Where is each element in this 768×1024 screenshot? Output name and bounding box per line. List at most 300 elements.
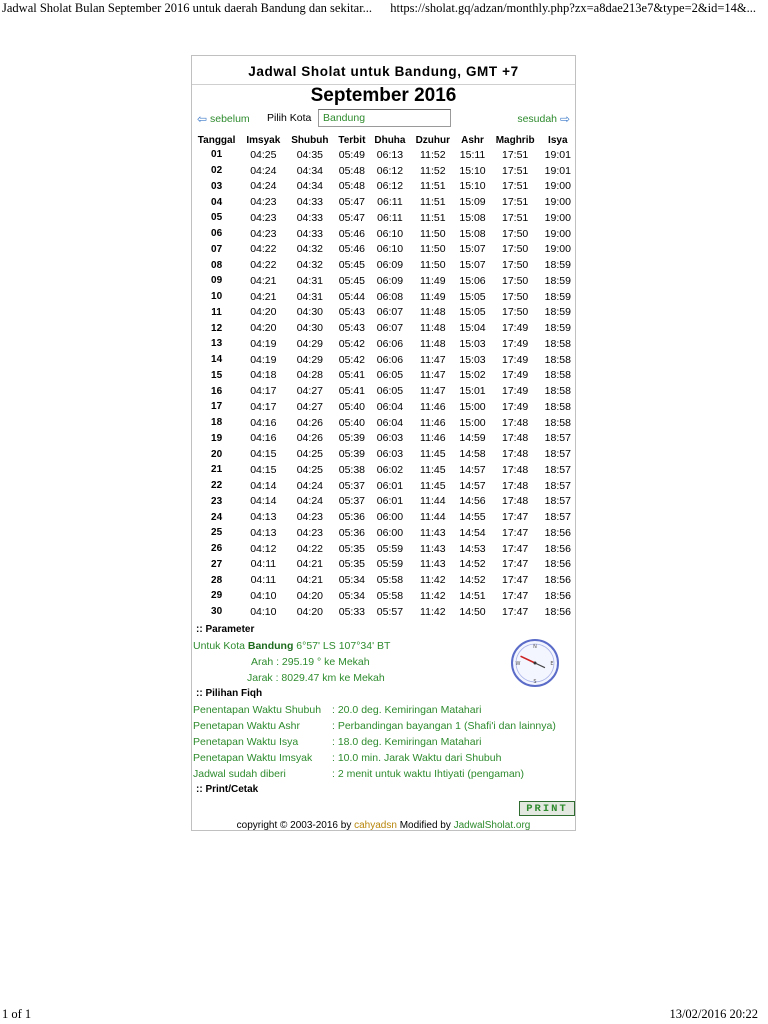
time-cell: 15:03 [459, 353, 486, 366]
table-row [192, 320, 575, 336]
time-cell: 11:44 [420, 511, 446, 524]
time-cell: 18:57 [544, 495, 571, 508]
column-header: Maghrib [495, 134, 535, 146]
table-row [192, 305, 575, 321]
table-row [192, 478, 575, 494]
time-cell: 18:59 [544, 274, 571, 287]
month-nav [192, 111, 575, 129]
table-row [192, 147, 575, 163]
column-header: Dzuhur [415, 134, 451, 146]
schedule-panel [191, 55, 576, 831]
table-row [192, 572, 575, 588]
time-cell: 06:10 [376, 243, 404, 256]
parameter-coords: 6°57' LS 107°34' BT [296, 640, 391, 652]
time-cell: 04:28 [296, 369, 323, 382]
svg-text:S: S [533, 679, 537, 685]
time-cell: 19:00 [544, 180, 571, 193]
time-cell: 04:15 [250, 463, 277, 476]
time-cell: 04:32 [296, 243, 323, 256]
print-header [0, 0, 768, 20]
time-cell: 05:43 [338, 306, 366, 319]
date-cell: 19 [211, 432, 223, 444]
print-header-title: Jadwal Sholat Bulan September 2016 untuk daerah Bandung dan sekitar... [2, 1, 373, 15]
time-cell: 11:48 [420, 306, 446, 319]
time-cell: 05:39 [338, 432, 366, 445]
time-cell: 11:45 [420, 479, 446, 492]
arrow-right-icon: ⇨ [559, 112, 570, 126]
column-header: Terbit [338, 134, 366, 146]
table-row [192, 509, 575, 525]
time-cell: 06:07 [376, 306, 404, 319]
time-cell: 18:58 [544, 400, 571, 413]
date-cell: 05 [211, 212, 223, 224]
time-cell: 06:13 [376, 148, 404, 161]
time-cell: 04:26 [296, 432, 323, 445]
table-row [192, 336, 575, 352]
next-month-link[interactable] [517, 112, 570, 126]
table-row [192, 383, 575, 399]
time-cell: 04:34 [296, 164, 323, 177]
time-cell: 19:00 [544, 243, 571, 256]
time-cell: 04:13 [250, 526, 277, 539]
time-cell: 04:21 [250, 274, 277, 287]
time-cell: 04:31 [296, 274, 323, 287]
time-cell: 05:47 [338, 196, 366, 209]
table-body [192, 147, 575, 620]
column-header: Tanggal [197, 134, 236, 146]
time-cell: 11:50 [420, 243, 446, 256]
time-cell: 11:47 [420, 353, 446, 366]
time-cell: 18:58 [544, 337, 571, 350]
time-cell: 06:06 [376, 353, 404, 366]
time-cell: 04:20 [296, 589, 323, 602]
time-cell: 04:25 [296, 448, 323, 461]
time-cell: 14:55 [459, 511, 486, 524]
time-cell: 17:48 [501, 463, 529, 476]
table-row [192, 557, 575, 573]
time-cell: 05:36 [338, 526, 366, 539]
time-cell: 15:02 [459, 369, 486, 382]
fiqh-value: : 2 menit untuk waktu Ihtiyati (pengaman) [332, 768, 525, 780]
time-cell: 06:01 [376, 495, 404, 508]
time-cell: 14:57 [459, 463, 486, 476]
fiqh-value: : 10.0 min. Jarak Waktu dari Shubuh [332, 752, 502, 764]
column-header: Shubuh [291, 134, 329, 146]
copyright-middle: Modified by [399, 820, 451, 831]
time-cell: 06:00 [376, 511, 404, 524]
date-cell: 12 [211, 322, 223, 334]
time-cell: 04:33 [296, 227, 323, 240]
print-header-url: https://sholat.gq/adzan/monthly.php?zx=a8dae213e7&type=2&id=14&... [390, 1, 756, 15]
city-label: Pilih Kota [267, 112, 312, 124]
date-cell: 14 [211, 354, 223, 366]
time-cell: 15:11 [459, 148, 486, 161]
column-header: Isya [548, 134, 568, 146]
table-row [192, 163, 575, 179]
fiqh-value: : Perbandingan bayangan 1 (Shafi'i dan lainnya) [332, 720, 556, 732]
date-cell: 11 [211, 306, 222, 318]
time-cell: 05:38 [338, 463, 366, 476]
time-cell: 17:47 [501, 574, 529, 587]
time-cell: 17:48 [501, 479, 529, 492]
time-cell: 17:49 [501, 337, 529, 350]
time-cell: 05:49 [338, 148, 366, 161]
time-cell: 15:08 [459, 227, 486, 240]
print-heading: :: Print/Cetak [196, 784, 259, 795]
date-cell: 04 [211, 196, 223, 208]
time-cell: 14:56 [459, 495, 486, 508]
time-cell: 11:51 [420, 211, 446, 224]
parameter-jarak: Jarak : 8029.47 km ke Mekah [247, 672, 385, 684]
time-cell: 15:00 [459, 400, 486, 413]
table-row [192, 273, 575, 289]
time-cell: 04:29 [296, 353, 323, 366]
time-cell: 18:57 [544, 448, 571, 461]
time-cell: 04:19 [250, 337, 277, 350]
time-cell: 05:43 [338, 322, 366, 335]
table-row [192, 352, 575, 368]
date-cell: 16 [211, 385, 223, 397]
time-cell: 04:29 [296, 337, 323, 350]
date-cell: 02 [211, 165, 223, 177]
time-cell: 14:58 [459, 448, 486, 461]
time-cell: 04:23 [296, 511, 323, 524]
time-cell: 17:50 [501, 290, 529, 303]
time-cell: 19:00 [544, 211, 571, 224]
copyright-author-link[interactable]: cahyadsn [354, 820, 397, 831]
time-cell: 04:22 [250, 243, 277, 256]
fiqh-label: Penentapan Waktu Shubuh [193, 704, 322, 716]
time-cell: 05:44 [338, 290, 366, 303]
time-cell: 05:34 [338, 574, 366, 587]
time-cell: 04:24 [296, 479, 323, 492]
time-cell: 04:10 [250, 589, 277, 602]
time-cell: 06:06 [376, 337, 404, 350]
time-cell: 18:59 [544, 322, 571, 335]
city-input[interactable] [318, 109, 451, 127]
time-cell: 06:11 [377, 196, 403, 209]
date-cell: 07 [211, 243, 223, 255]
time-cell: 15:05 [459, 290, 486, 303]
time-cell: 17:49 [501, 322, 529, 335]
time-cell: 11:52 [420, 164, 446, 177]
time-cell: 04:20 [250, 322, 277, 335]
time-cell: 18:59 [544, 290, 571, 303]
table-row [192, 257, 575, 273]
time-cell: 17:47 [501, 558, 529, 571]
time-cell: 15:01 [459, 385, 486, 398]
time-cell: 04:30 [296, 306, 323, 319]
parameter-heading: :: Parameter [196, 624, 255, 635]
time-cell: 04:34 [296, 180, 323, 193]
time-cell: 19:01 [544, 164, 571, 177]
time-cell: 17:47 [501, 589, 529, 602]
time-cell: 04:16 [250, 432, 277, 445]
table-row [192, 242, 575, 258]
parameter-city: Bandung [247, 640, 294, 652]
qibla-compass-icon [510, 638, 560, 688]
table-row [192, 446, 575, 462]
time-cell: 04:20 [296, 605, 323, 618]
date-cell: 29 [211, 590, 223, 602]
time-cell: 04:21 [250, 290, 277, 303]
date-cell: 03 [211, 180, 223, 192]
time-cell: 05:35 [338, 542, 366, 555]
time-cell: 15:06 [459, 274, 486, 287]
time-cell: 15:00 [459, 416, 486, 429]
time-cell: 11:49 [420, 290, 446, 303]
time-cell: 17:48 [501, 495, 529, 508]
time-cell: 05:42 [338, 353, 366, 366]
time-cell: 04:17 [250, 400, 277, 413]
column-header: Ashr [461, 134, 484, 146]
table-row [192, 289, 575, 305]
time-cell: 19:01 [544, 148, 571, 161]
time-cell: 04:14 [250, 479, 277, 492]
time-cell: 04:27 [296, 400, 323, 413]
time-cell: 11:42 [420, 605, 446, 618]
time-cell: 11:51 [420, 180, 446, 193]
time-cell: 14:59 [459, 432, 486, 445]
time-cell: 17:51 [501, 180, 529, 193]
time-cell: 06:10 [376, 227, 404, 240]
time-cell: 17:49 [501, 400, 529, 413]
time-cell: 15:07 [459, 243, 486, 256]
time-cell: 05:45 [338, 274, 366, 287]
time-cell: 04:25 [296, 463, 323, 476]
time-cell: 04:27 [296, 385, 323, 398]
table-row [192, 179, 575, 195]
time-cell: 06:02 [376, 463, 404, 476]
time-cell: 14:52 [459, 558, 486, 571]
time-cell: 04:10 [250, 605, 277, 618]
time-cell: 11:47 [420, 369, 446, 382]
time-cell: 06:09 [376, 274, 404, 287]
time-cell: 06:12 [376, 164, 404, 177]
date-cell: 21 [211, 464, 223, 476]
fiqh-value: : 20.0 deg. Kemiringan Matahari [332, 704, 482, 716]
time-cell: 05:41 [338, 369, 366, 382]
time-cell: 19:00 [544, 196, 571, 209]
schedule-month: September 2016 [310, 85, 457, 106]
time-cell: 06:00 [376, 526, 404, 539]
time-cell: 11:49 [420, 274, 446, 287]
time-cell: 18:58 [544, 369, 571, 382]
time-cell: 04:11 [250, 558, 277, 571]
time-cell: 05:33 [338, 605, 366, 618]
time-cell: 11:44 [420, 495, 446, 508]
time-cell: 05:40 [338, 416, 366, 429]
time-cell: 04:33 [296, 196, 323, 209]
date-cell: 18 [211, 417, 223, 429]
time-cell: 04:18 [250, 369, 277, 382]
time-cell: 04:16 [250, 416, 277, 429]
fiqh-label: Penetapan Waktu Ashr [193, 720, 301, 732]
table-row [192, 368, 575, 384]
date-cell: 20 [211, 448, 223, 460]
time-cell: 17:49 [501, 385, 529, 398]
copyright [192, 820, 575, 831]
time-cell: 17:50 [501, 227, 529, 240]
prev-month-link[interactable] [197, 112, 250, 126]
time-cell: 04:25 [250, 148, 277, 161]
time-cell: 18:57 [544, 463, 571, 476]
time-cell: 18:58 [544, 353, 571, 366]
print-footer-datetime: 13/02/2016 20:22 [669, 1007, 758, 1021]
time-cell: 05:42 [338, 337, 366, 350]
time-cell: 04:30 [296, 322, 323, 335]
time-cell: 04:17 [250, 385, 277, 398]
parameter-city-line [193, 640, 390, 652]
time-cell: 11:48 [420, 337, 446, 350]
time-cell: 18:56 [544, 605, 571, 618]
time-cell: 15:10 [459, 164, 486, 177]
time-cell: 17:49 [501, 353, 529, 366]
time-cell: 04:24 [250, 164, 277, 177]
time-cell: 18:56 [544, 558, 571, 571]
time-cell: 19:00 [544, 227, 571, 240]
time-cell: 11:45 [420, 448, 446, 461]
parameter-city-prefix: Untuk Kota [193, 640, 245, 652]
time-cell: 18:56 [544, 542, 571, 555]
table-row [192, 415, 575, 431]
table-row [192, 431, 575, 447]
time-cell: 06:12 [376, 180, 404, 193]
time-cell: 04:23 [250, 227, 277, 240]
time-cell: 17:47 [501, 526, 529, 539]
table-row [192, 210, 575, 226]
time-cell: 14:52 [459, 574, 486, 587]
time-cell: 15:04 [459, 322, 486, 335]
parameter-arah: Arah : 295.19 ° ke Mekah [251, 656, 370, 668]
time-cell: 04:23 [250, 196, 277, 209]
time-cell: 18:59 [544, 306, 571, 319]
time-cell: 15:07 [459, 259, 486, 272]
date-cell: 27 [211, 558, 223, 570]
time-cell: 11:51 [420, 196, 446, 209]
time-cell: 18:56 [544, 526, 571, 539]
time-cell: 06:05 [376, 385, 404, 398]
time-cell: 17:48 [501, 432, 529, 445]
time-cell: 05:58 [376, 574, 404, 587]
time-cell: 17:51 [501, 148, 529, 161]
table-row [192, 604, 575, 620]
time-cell: 06:03 [376, 448, 404, 461]
time-cell: 18:57 [544, 511, 571, 524]
time-cell: 05:34 [338, 589, 366, 602]
print-button[interactable]: PRINT [519, 801, 575, 816]
time-cell: 15:08 [459, 211, 486, 224]
arrow-left-icon: ⇦ [197, 112, 208, 126]
time-cell: 04:19 [250, 353, 277, 366]
time-cell: 11:48 [420, 322, 446, 335]
time-cell: 11:46 [420, 400, 446, 413]
copyright-site-link[interactable]: JadwalSholat.org [453, 820, 531, 831]
date-cell: 22 [211, 480, 223, 492]
time-cell: 17:51 [501, 196, 529, 209]
time-cell: 17:48 [501, 448, 529, 461]
time-cell: 04:12 [250, 542, 277, 555]
svg-text:N: N [533, 644, 537, 650]
time-cell: 05:59 [376, 558, 404, 571]
column-header: Imsyak [246, 134, 281, 146]
time-cell: 05:46 [338, 243, 366, 256]
time-cell: 17:48 [501, 416, 529, 429]
time-cell: 18:56 [544, 589, 571, 602]
table-row [192, 588, 575, 604]
date-cell: 06 [211, 228, 223, 240]
time-cell: 06:04 [376, 416, 404, 429]
date-cell: 28 [211, 574, 223, 586]
date-cell: 23 [211, 495, 223, 507]
date-cell: 01 [211, 149, 223, 161]
time-cell: 14:50 [459, 605, 486, 618]
time-cell: 17:50 [501, 274, 529, 287]
time-cell: 17:51 [501, 164, 529, 177]
time-cell: 05:40 [338, 400, 366, 413]
table-row [192, 399, 575, 415]
schedule-title: Jadwal Sholat untuk Bandung, GMT +7 [248, 64, 519, 79]
time-cell: 04:31 [296, 290, 323, 303]
time-cell: 17:51 [501, 211, 529, 224]
time-cell: 17:49 [501, 369, 529, 382]
table-row [192, 525, 575, 541]
time-cell: 04:22 [296, 542, 323, 555]
time-cell: 05:39 [338, 448, 366, 461]
time-cell: 04:15 [250, 448, 277, 461]
time-cell: 17:50 [501, 306, 529, 319]
time-cell: 05:48 [338, 164, 366, 177]
date-cell: 24 [211, 511, 223, 523]
time-cell: 11:46 [420, 416, 446, 429]
prev-month-label: sebelum [209, 113, 250, 125]
time-cell: 18:56 [544, 574, 571, 587]
time-cell: 18:57 [544, 479, 571, 492]
time-cell: 17:50 [501, 259, 529, 272]
time-cell: 05:46 [338, 227, 366, 240]
time-cell: 11:50 [420, 259, 446, 272]
table-row [192, 226, 575, 242]
time-cell: 17:47 [501, 605, 529, 618]
time-cell: 04:23 [296, 526, 323, 539]
time-cell: 06:04 [376, 400, 404, 413]
time-cell: 04:26 [296, 416, 323, 429]
time-cell: 17:50 [501, 243, 529, 256]
time-cell: 14:57 [459, 479, 486, 492]
time-cell: 06:09 [376, 259, 404, 272]
time-cell: 06:08 [376, 290, 404, 303]
time-cell: 04:14 [250, 495, 277, 508]
time-cell: 11:47 [420, 385, 446, 398]
time-cell: 05:47 [338, 211, 366, 224]
time-cell: 18:59 [544, 259, 571, 272]
time-cell: 05:48 [338, 180, 366, 193]
time-cell: 05:57 [376, 605, 404, 618]
fiqh-value: : 18.0 deg. Kemiringan Matahari [332, 736, 482, 748]
time-cell: 11:43 [420, 542, 446, 555]
time-cell: 06:11 [377, 211, 403, 224]
prayer-schedule-table [192, 133, 575, 620]
time-cell: 15:10 [459, 180, 486, 193]
date-cell: 17 [211, 401, 223, 413]
time-cell: 11:43 [420, 526, 446, 539]
fiqh-label: Penetapan Waktu Isya [193, 736, 299, 748]
time-cell: 04:20 [250, 306, 277, 319]
date-cell: 25 [211, 527, 223, 539]
print-footer-page: 1 of 1 [2, 1007, 32, 1021]
time-cell: 11:52 [420, 148, 446, 161]
time-cell: 05:59 [376, 542, 404, 555]
